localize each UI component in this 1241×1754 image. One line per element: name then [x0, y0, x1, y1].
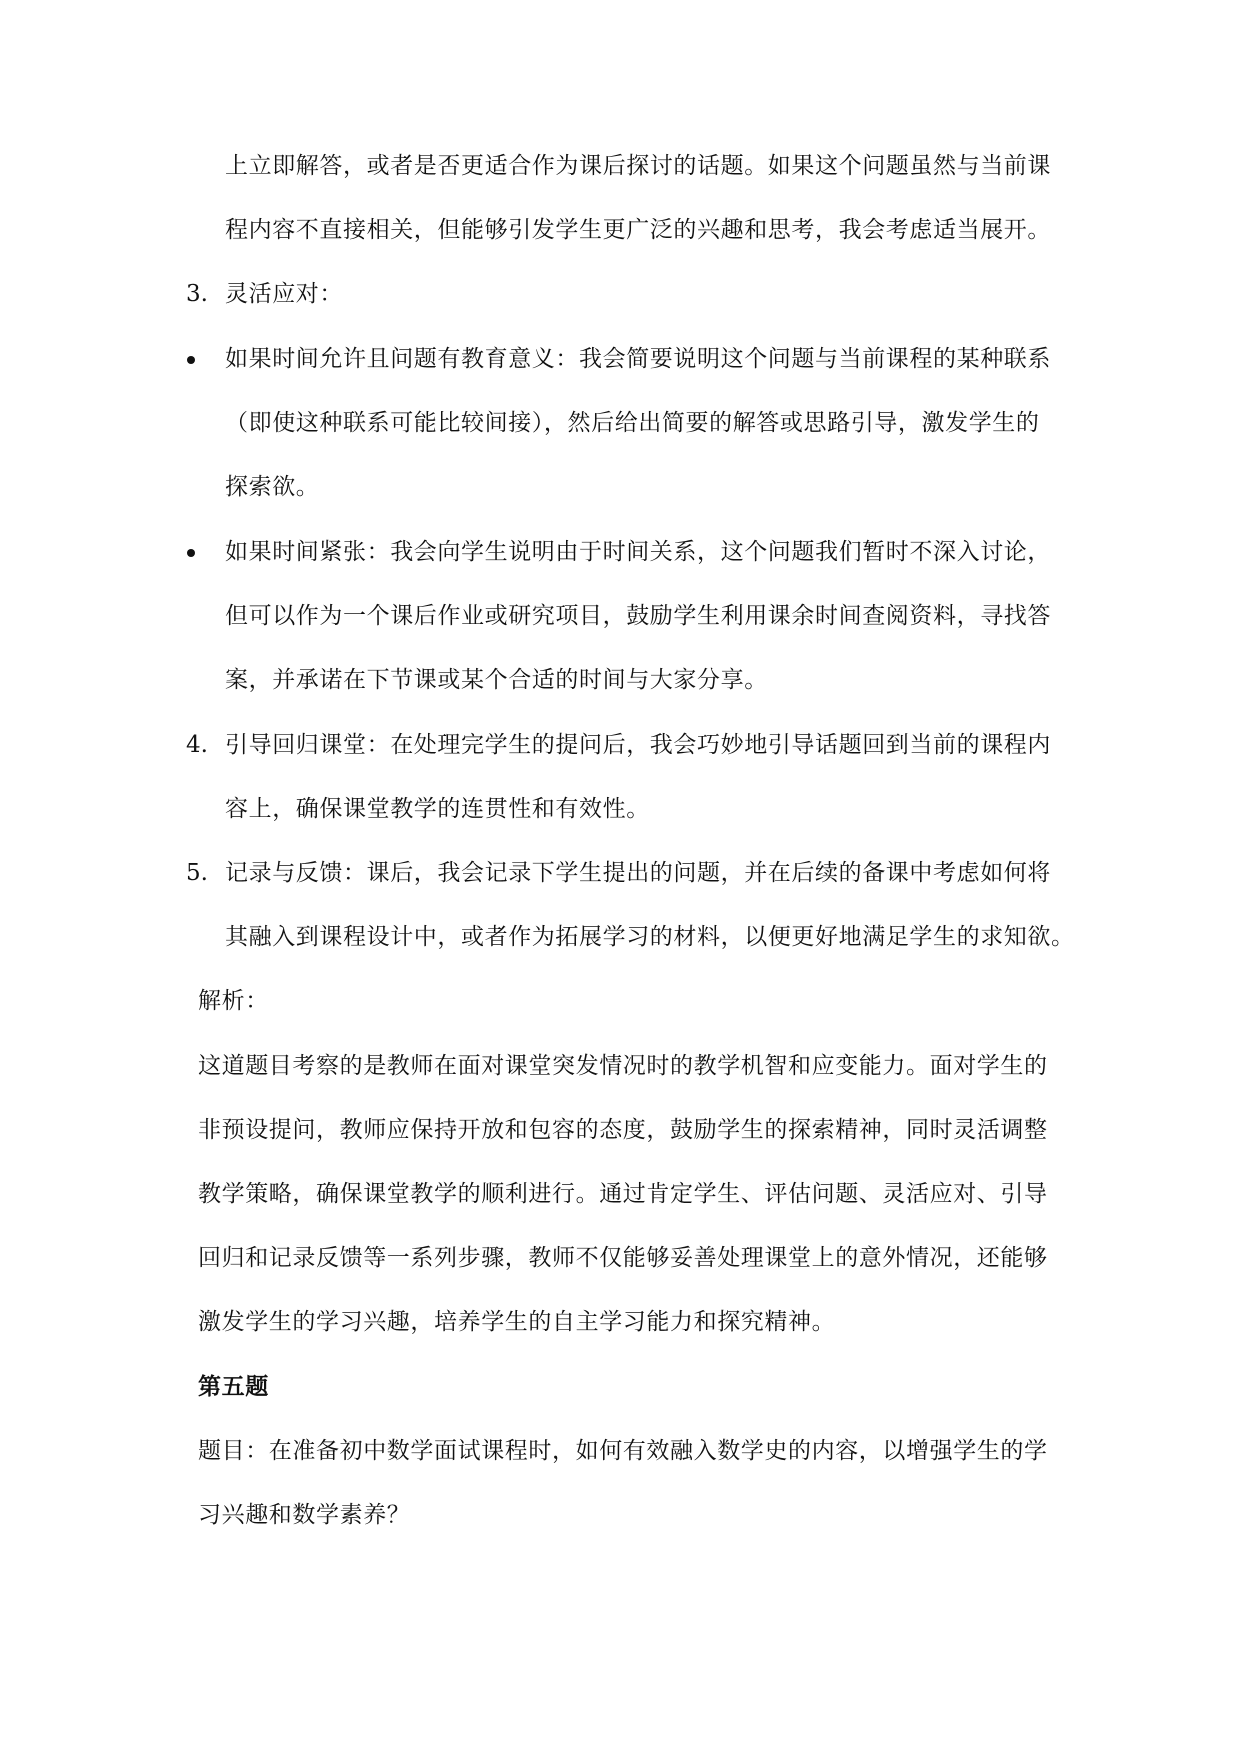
analysis-line: 回归和记录反馈等一系列步骤，教师不仅能够妥善处理课堂上的意外情况，还能够: [198, 1245, 1048, 1271]
list-item-text: 其融入到课程设计中，或者作为拓展学习的材料，以便更好地满足学生的求知欲。: [225, 924, 1075, 950]
paragraph-line: 上立即解答，或者是否更适合作为课后探讨的话题。如果这个问题虽然与当前课: [225, 153, 1051, 179]
list-item-text: 记录与反馈：课后，我会记录下学生提出的问题，并在后续的备课中考虑如何将: [225, 860, 1051, 886]
list-number: 4.: [186, 732, 208, 758]
question-line: 习兴趣和数学素养？: [198, 1502, 411, 1528]
analysis-line: 教学策略，确保课堂教学的顺利进行。通过肯定学生、评估问题、灵活应对、引导: [198, 1181, 1048, 1207]
analysis-line: 非预设提问，教师应保持开放和包容的态度，鼓励学生的探索精神，同时灵活调整: [198, 1117, 1048, 1143]
analysis-line: 激发学生的学习兴趣，培养学生的自主学习能力和探究精神。: [198, 1309, 836, 1335]
list-item-text: 引导回归课堂：在处理完学生的提问后，我会巧妙地引导话题回到当前的课程内: [225, 732, 1051, 758]
bullet-line: 案，并承诺在下节课或某个合适的时间与大家分享。: [225, 667, 768, 693]
list-number: 5.: [186, 860, 208, 886]
bullet-line: 如果时间紧张：我会向学生说明由于时间关系，这个问题我们暂时不深入讨论，: [225, 539, 1051, 565]
analysis-line: 这道题目考察的是教师在面对课堂突发情况时的教学机智和应变能力。面对学生的: [198, 1053, 1048, 1079]
bullet-dot-icon: [187, 356, 195, 364]
analysis-label: 解析：: [198, 988, 269, 1014]
section-heading: 第五题: [198, 1373, 269, 1400]
list-number: 3.: [186, 281, 208, 307]
list-item-text: 容上，确保课堂教学的连贯性和有效性。: [225, 796, 650, 822]
bullet-line: 但可以作为一个课后作业或研究项目，鼓励学生利用课余时间查阅资料，寻找答: [225, 603, 1051, 629]
bullet-line: 如果时间允许且问题有教育意义：我会简要说明这个问题与当前课程的某种联系: [225, 346, 1051, 372]
bullet-line: （即使这种联系可能比较间接），然后给出简要的解答或思路引导，激发学生的: [225, 410, 1040, 436]
paragraph-line: 程内容不直接相关，但能够引发学生更广泛的兴趣和思考，我会考虑适当展开。: [225, 217, 1051, 243]
list-item-text: 灵活应对：: [225, 281, 343, 307]
question-line: 题目：在准备初中数学面试课程时，如何有效融入数学史的内容，以增强学生的学: [198, 1438, 1048, 1464]
bullet-dot-icon: [187, 549, 195, 557]
bullet-line: 探索欲。: [225, 474, 320, 500]
